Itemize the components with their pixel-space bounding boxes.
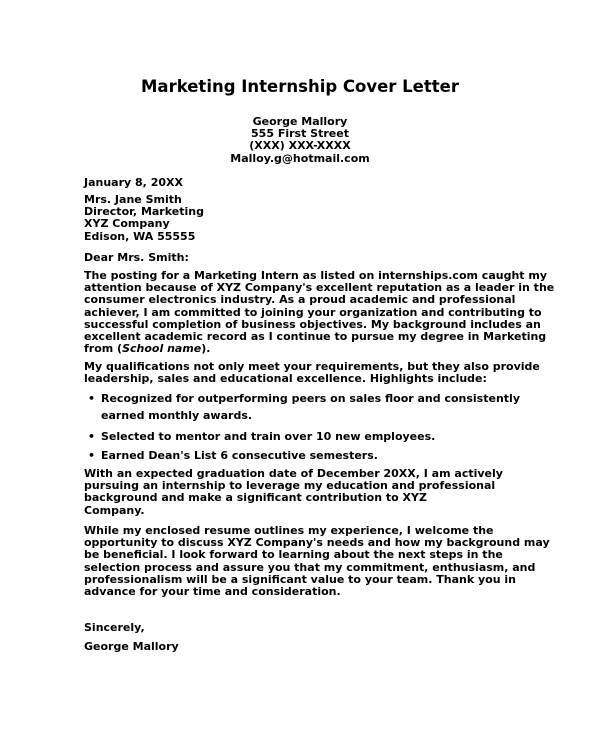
paragraph-line-suffix: ). [201,342,211,356]
paragraph-line: successful completion of business objectives. My background includes an [84,317,541,331]
signature: George Mallory [84,640,179,653]
paragraph-closing [84,524,550,599]
list-item-text: Selected to mentor and train over 10 new employees. [101,430,436,443]
paragraph-qualifications [84,360,540,386]
paragraph-line: pursuing an internship to leverage my education and professional [84,479,496,493]
letter-date: January 8, 20XX [84,176,183,189]
bullet-icon: • [88,392,96,405]
paragraph-line: achiever, I am committed to joining your organization and contributing to [84,305,542,319]
list-item [88,391,528,425]
paragraph-line: professionalism will be a significant value to your team. Thank you in [84,572,516,586]
recipient-name: Mrs. Jane Smith [84,193,182,206]
recipient-block [84,194,524,243]
sender-email: Malloy.g@hotmail.com [230,151,370,165]
paragraph-line: consumer electronics industry. As a proud academic and professional [84,293,516,307]
sender-name: George Mallory [252,115,348,128]
paragraph-intro [84,269,555,356]
paragraph-line: background and make a significant contribution to XYZ [84,491,427,505]
paragraph-line: leadership, sales and educational excellence. Highlights include: [84,372,487,386]
paragraph-line: With an expected graduation date of December 20XX, I am actively [84,467,503,480]
list-item-text: earned monthly awards. [101,409,253,422]
recipient-company: XYZ Company [84,217,170,231]
list-item-text: Earned Dean's List 6 consecutive semesters. [101,449,378,462]
recipient-city: Edison, WA 55555 [84,229,196,243]
paragraph-line [84,343,524,355]
paragraph-line-prefix: from ( [84,342,123,356]
closing: Sincerely, [84,621,145,634]
paragraph-line: opportunity to discuss XYZ Company's needs and how my background may [84,536,550,550]
paragraph-line: be beneficial. I look forward to learning about the next steps in the [84,548,503,562]
paragraph-line: My qualifications not only meet your requirements, but they also provide [84,360,540,373]
list-item [88,448,528,464]
list-item-text: Recognized for outperforming peers on sales floor and consistently [101,392,520,405]
sender-phone: (XXX) XXX-XXXX [249,139,351,153]
paragraph-line: excellent academic record as I continue to pursue my degree in Marketing [84,330,547,344]
paragraph-line: selection process and assure you that my commitment, enthusiasm, and [84,560,536,574]
bullet-icon: • [88,430,96,443]
list-item [88,429,528,445]
page-title: Marketing Internship Cover Letter [141,77,459,96]
paragraph-line: While my enclosed resume outlines my experience, I welcome the [84,524,494,537]
paragraph-line: Company. [84,503,145,517]
sender-street: 555 First Street [251,127,349,141]
paragraph-line: attention because of XYZ Company's excellent reputation as a leader in the [84,281,555,295]
paragraph-graduation [84,468,524,517]
recipient-title: Director, Marketing [84,205,204,219]
paragraph-line: advance for your time and consideration. [84,585,341,599]
school-name-placeholder: School name [122,342,202,356]
salutation: Dear Mrs. Smith: [84,251,189,264]
sender-block [0,116,600,165]
bullet-icon: • [88,449,96,462]
paragraph-line: The posting for a Marketing Intern as listed on internships.com caught my [84,269,548,282]
